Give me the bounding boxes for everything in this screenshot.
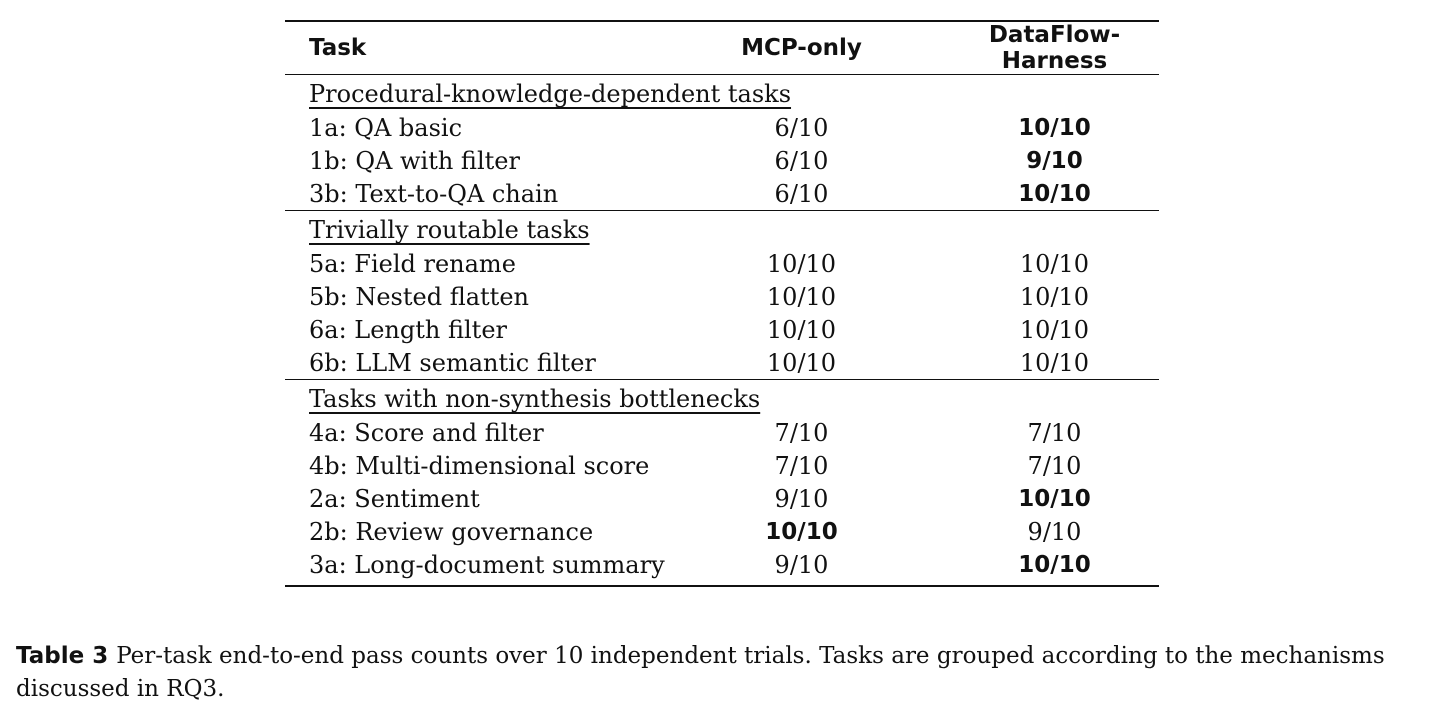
- table-row: [285, 280, 1159, 313]
- mcp-only-score-cell: 10/10: [765, 518, 838, 545]
- table-row: [285, 515, 1159, 548]
- header-task: Task: [285, 21, 689, 75]
- table-row: [285, 247, 1159, 280]
- group-title: Tasks with non-synthesis bottlenecks: [309, 385, 761, 413]
- caption-label: Table 3: [16, 643, 109, 669]
- task-name-cell: 1a: QA basic: [309, 113, 463, 142]
- task-name-cell: 4a: Score and filter: [309, 418, 544, 447]
- task-name-cell: 3a: Long-document summary: [309, 550, 665, 579]
- dataflow-harness-score-cell: 10/10: [1019, 348, 1090, 377]
- dataflow-harness-score-cell: 10/10: [1019, 315, 1090, 344]
- group-header-row: [285, 211, 1159, 248]
- group-title-cell: [285, 75, 1159, 112]
- table-row: [285, 449, 1159, 482]
- dataflow-harness-score-cell: 10/10: [1018, 551, 1091, 578]
- group-title-cell: [285, 380, 1159, 417]
- table-body: [285, 75, 1159, 587]
- task-name-cell: 2b: Review governance: [309, 517, 594, 546]
- mcp-only-score-cell: 6/10: [774, 146, 829, 175]
- table-row: [285, 144, 1159, 177]
- task-name-cell: 6b: LLM semantic filter: [309, 348, 596, 377]
- dataflow-harness-score-cell: 7/10: [1027, 451, 1082, 480]
- group-header-row: [285, 380, 1159, 417]
- table-caption: [16, 640, 1431, 706]
- dataflow-harness-score-cell: 10/10: [1018, 114, 1091, 141]
- group-header-row: [285, 75, 1159, 112]
- task-name-cell: 3b: Text-to-QA chain: [309, 179, 559, 208]
- mcp-only-score-cell: 10/10: [766, 249, 837, 278]
- task-name-cell: 4b: Multi-dimensional score: [309, 451, 650, 480]
- mcp-only-score-cell: 7/10: [774, 451, 829, 480]
- mcp-only-score-cell: 10/10: [766, 315, 837, 344]
- task-name-cell: 6a: Length filter: [309, 315, 507, 344]
- dataflow-harness-score-cell: 10/10: [1019, 282, 1090, 311]
- table-row: [285, 416, 1159, 449]
- task-name-cell: 5b: Nested flatten: [309, 282, 529, 311]
- table-row: [285, 346, 1159, 380]
- mcp-only-score-cell: 7/10: [774, 418, 829, 447]
- table-row: [285, 111, 1159, 144]
- dataflow-harness-score-cell: 7/10: [1027, 418, 1082, 447]
- mcp-only-score-cell: 9/10: [774, 484, 829, 513]
- table-header-row: [285, 21, 1159, 75]
- group-title-cell: [285, 211, 1159, 248]
- dataflow-harness-score-cell: 10/10: [1019, 249, 1090, 278]
- mcp-only-score-cell: 10/10: [766, 348, 837, 377]
- group-title: Procedural-knowledge-dependent tasks: [309, 80, 792, 108]
- mcp-only-score-cell: 6/10: [774, 179, 829, 208]
- header-mcp-only: MCP-only: [689, 21, 950, 75]
- mcp-only-score-cell: 10/10: [766, 282, 837, 311]
- table-row: [285, 177, 1159, 211]
- table-row: [285, 548, 1159, 586]
- task-name-cell: 5a: Field rename: [309, 249, 516, 278]
- table-row: [285, 482, 1159, 515]
- results-table-container: [285, 20, 1159, 587]
- table-row: [285, 313, 1159, 346]
- group-title: Trivially routable tasks: [309, 216, 590, 244]
- mcp-only-score-cell: 6/10: [774, 113, 829, 142]
- results-table: [285, 20, 1159, 587]
- task-name-cell: 1b: QA with filter: [309, 146, 520, 175]
- dataflow-harness-score-cell: 10/10: [1018, 180, 1091, 207]
- caption-text: Per-task end-to-end pass counts over 10 independent trials. Tasks are grouped according to the mechanisms discussed in RQ3.: [16, 643, 1385, 702]
- header-dataflow-harness: DataFlow-Harness: [950, 21, 1159, 75]
- dataflow-harness-score-cell: 10/10: [1018, 485, 1091, 512]
- dataflow-harness-score-cell: 9/10: [1026, 147, 1083, 174]
- dataflow-harness-score-cell: 9/10: [1027, 517, 1082, 546]
- mcp-only-score-cell: 9/10: [774, 550, 829, 579]
- task-name-cell: 2a: Sentiment: [309, 484, 480, 513]
